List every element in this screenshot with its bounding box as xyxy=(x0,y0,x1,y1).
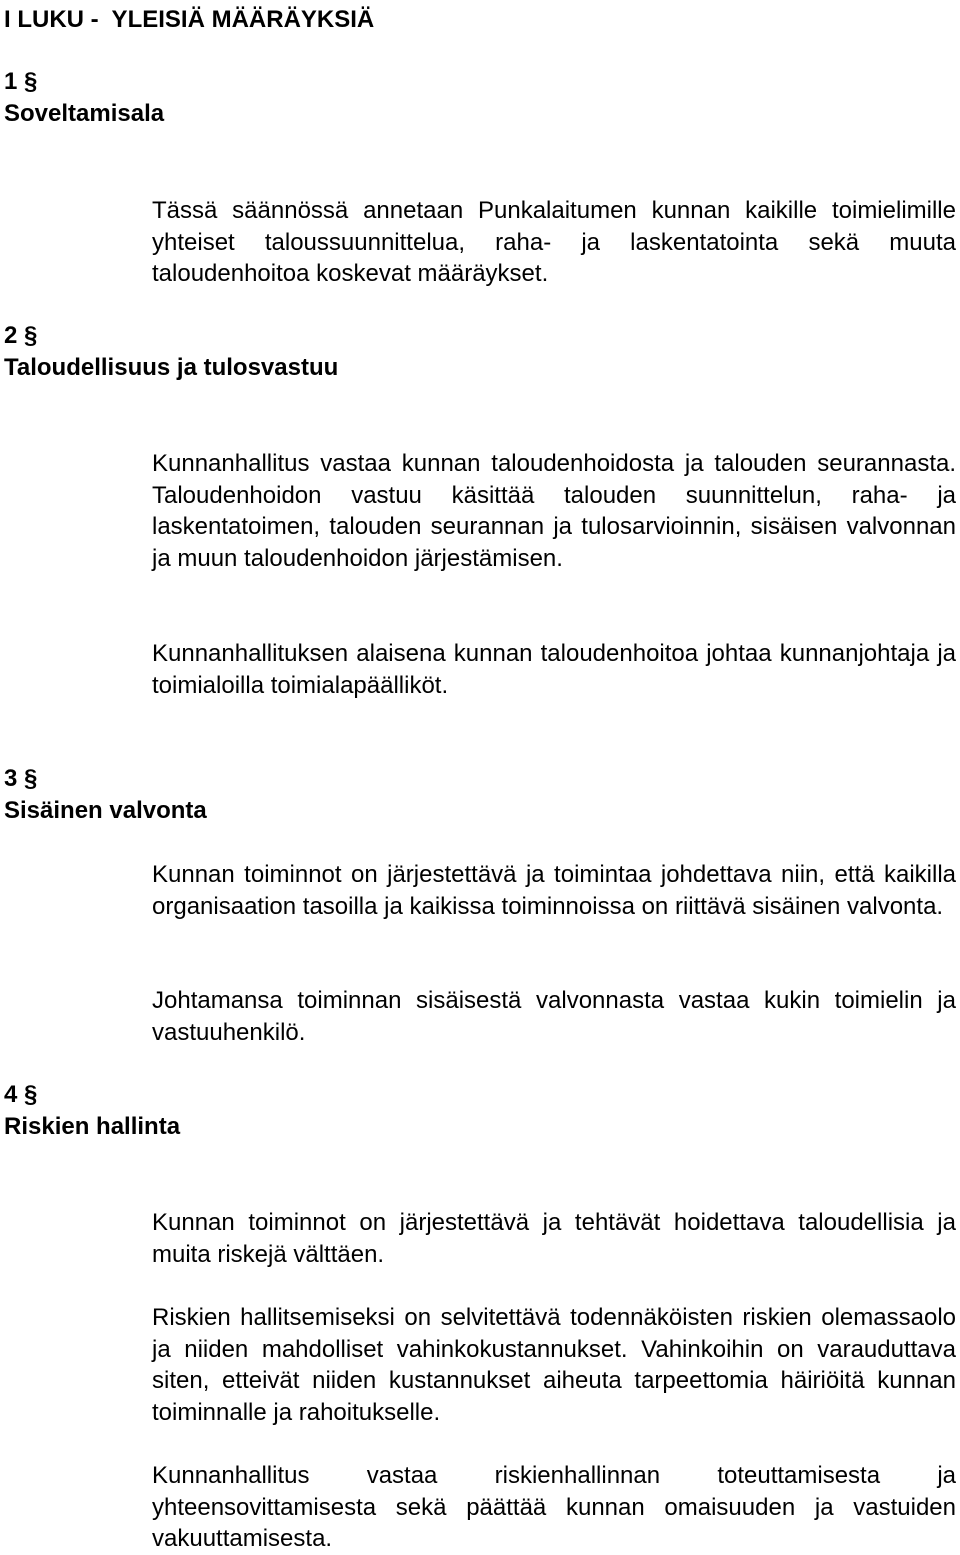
chapter-title: I LUKU - YLEISIÄ MÄÄRÄYKSIÄ xyxy=(4,6,375,33)
section-number: 2 § xyxy=(4,322,38,349)
section-paragraph: Kunnanhallituksen alaisena kunnan taloudenhoitoa johtaa kunnanjohtaja ja toimialoilla toimialapäälliköt. xyxy=(152,640,956,699)
section-title: Taloudellisuus ja tulosvastuu xyxy=(4,354,339,381)
section-paragraph: Kunnanhallitus vastaa kunnan taloudenhoidosta ja talouden seurannasta. Taloudenhoidon vastuu käsittää talouden suunnittelun, raha- ja laskentatoimen, talouden seurannan ja tulosarvioinnin, sisäisen valvonnan ja muun taloudenhoidon järjestämisen. xyxy=(152,450,956,572)
section-paragraph: Kunnanhallitus vastaa riskienhallinnan toteuttamisesta ja yhteensovittamisesta sekä päättää kunnan omaisuuden ja vastuiden vakuuttamisesta. xyxy=(152,1462,956,1552)
section-paragraph: Tässä säännössä annetaan Punkalaitumen kunnan kaikille toimielimille yhteiset taloussuunnittelua, raha- ja laskentatointa sekä muuta taloudenhoitoa koskevat määräykset. xyxy=(152,197,956,287)
section-title: Soveltamisala xyxy=(4,100,165,127)
section-title: Riskien hallinta xyxy=(4,1113,181,1140)
section-paragraph: Kunnan toiminnot on järjestettävä ja tehtävät hoidettava taloudellisia ja muita riskejä välttäen. xyxy=(152,1209,956,1268)
section-paragraph: Riskien hallitsemiseksi on selvitettävä todennäköisten riskien olemassaolo ja niiden mahdolliset vahinkokustannukset. Vahinkoihin on varauduttava siten, etteivät niiden kustannukset aiheuta tarpeettomia häiriöitä kunnan toiminnalle ja rahoitukselle. xyxy=(152,1304,956,1426)
section-paragraph: Johtamansa toiminnan sisäisestä valvonnasta vastaa kukin toimielin ja vastuuhenkilö. xyxy=(152,987,956,1046)
section-number: 1 § xyxy=(4,68,38,95)
section-number: 3 § xyxy=(4,765,38,792)
section-number: 4 § xyxy=(4,1081,38,1108)
section-paragraph: Kunnan toiminnot on järjestettävä ja toimintaa johdettava niin, että kaikilla organisaation tasoilla ja kaikissa toiminnoissa on riittävä sisäinen valvonta. xyxy=(152,861,956,920)
section-title: Sisäinen valvonta xyxy=(4,797,207,824)
